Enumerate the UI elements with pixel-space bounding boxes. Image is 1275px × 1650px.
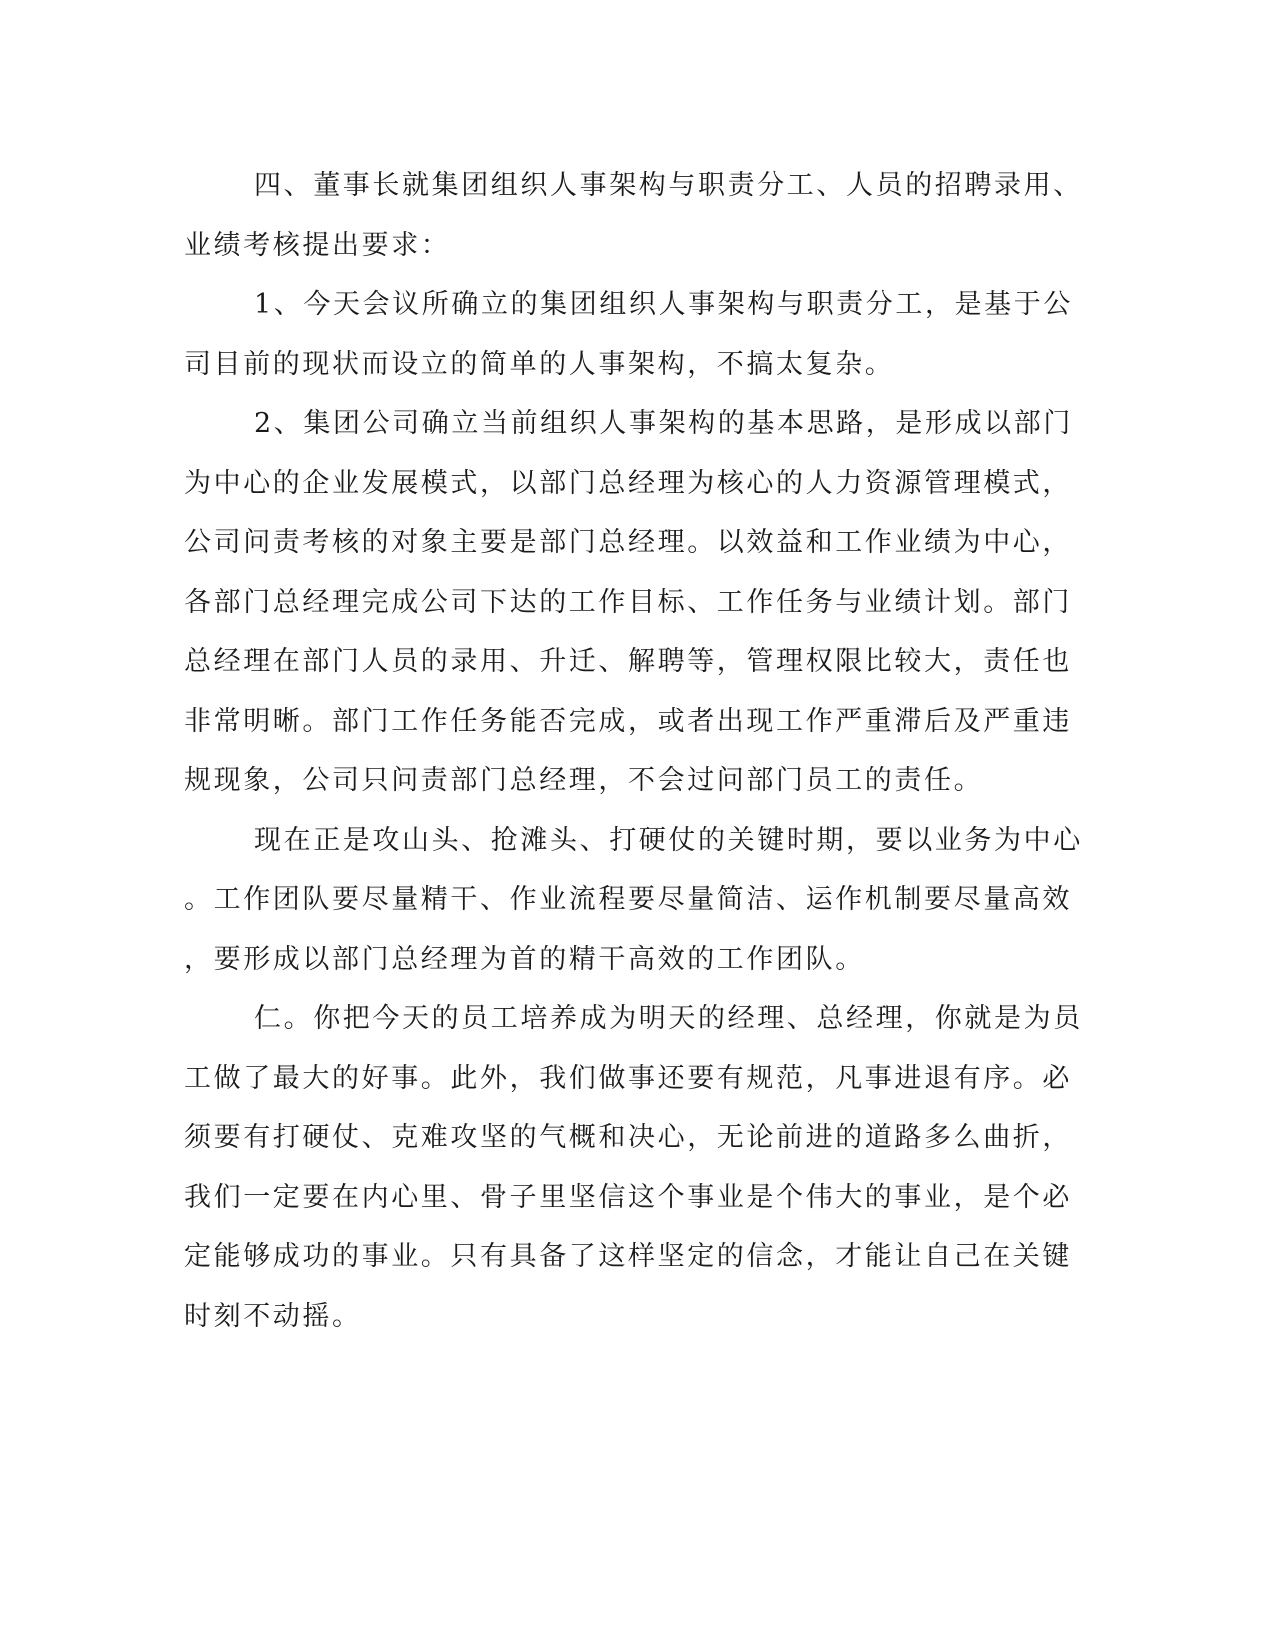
paragraph-section-four	[184, 156, 1083, 275]
text-line: 我们一定要在内心里、骨子里坚信这个事业是个伟大的事业，是个必	[184, 1181, 1072, 1213]
text-line: 工做了最大的好事。此外，我们做事还要有规范，凡事进退有序。必	[184, 1062, 1072, 1094]
text-line: 。工作团队要尽量精干、作业流程要尽量简洁、运作机制要尽量高效	[184, 884, 1072, 915]
text-line: 定能够成功的事业。只有具备了这样坚定的信念，才能让自己在关键	[184, 1241, 1072, 1272]
text-line: 各部门总经理完成公司下达的工作目标、工作任务与业绩计划。部门	[184, 586, 1072, 618]
text-line: 公司问责考核的对象主要是部门总经理。以效益和工作业绩为中心，	[184, 527, 1072, 558]
paragraph-training	[184, 989, 1083, 1346]
paragraph-item-1	[184, 275, 1073, 394]
text-line: 四、董事长就集团组织人事架构与职责分工、人员的招聘录用、	[254, 170, 1083, 201]
paragraph-key-period	[184, 811, 1083, 990]
text-line: 为中心的企业发展模式，以部门总经理为核心的人力资源管理模式，	[184, 467, 1072, 499]
paragraph-item-2	[184, 394, 1073, 811]
text-line: 现在正是攻山头、抢滩头、打硬仗的关键时期，要以业务为中心	[254, 824, 1083, 856]
text-line: 2、集团公司确立当前组织人事架构的基本思路，是形成以部门	[254, 408, 1073, 439]
text-line: 业绩考核提出要求：	[184, 229, 451, 261]
text-line: 总经理在部门人员的录用、升迁、解聘等，管理权限比较大，责任也	[184, 646, 1072, 677]
text-line: 1、今天会议所确立的集团组织人事架构与职责分工，是基于公	[254, 289, 1073, 320]
text-line: 规现象，公司只问责部门总经理，不会过问部门员工的责任。	[184, 765, 984, 796]
text-line: 时刻不动摇。	[184, 1300, 362, 1332]
text-line: 须要有打硬仗、克难攻坚的气概和决心，无论前进的道路多么曲折，	[184, 1122, 1072, 1153]
text-line: ，要形成以部门总经理为首的精干高效的工作团队。	[184, 943, 865, 975]
text-line: 仁。你把今天的员工培养成为明天的经理、总经理，你就是为员	[254, 1003, 1083, 1034]
document-body	[184, 156, 1083, 1346]
text-line: 司目前的现状而设立的简单的人事架构，不搞太复杂。	[184, 348, 895, 380]
text-line: 非常明晰。部门工作任务能否完成，或者出现工作严重滞后及严重违	[184, 705, 1072, 737]
